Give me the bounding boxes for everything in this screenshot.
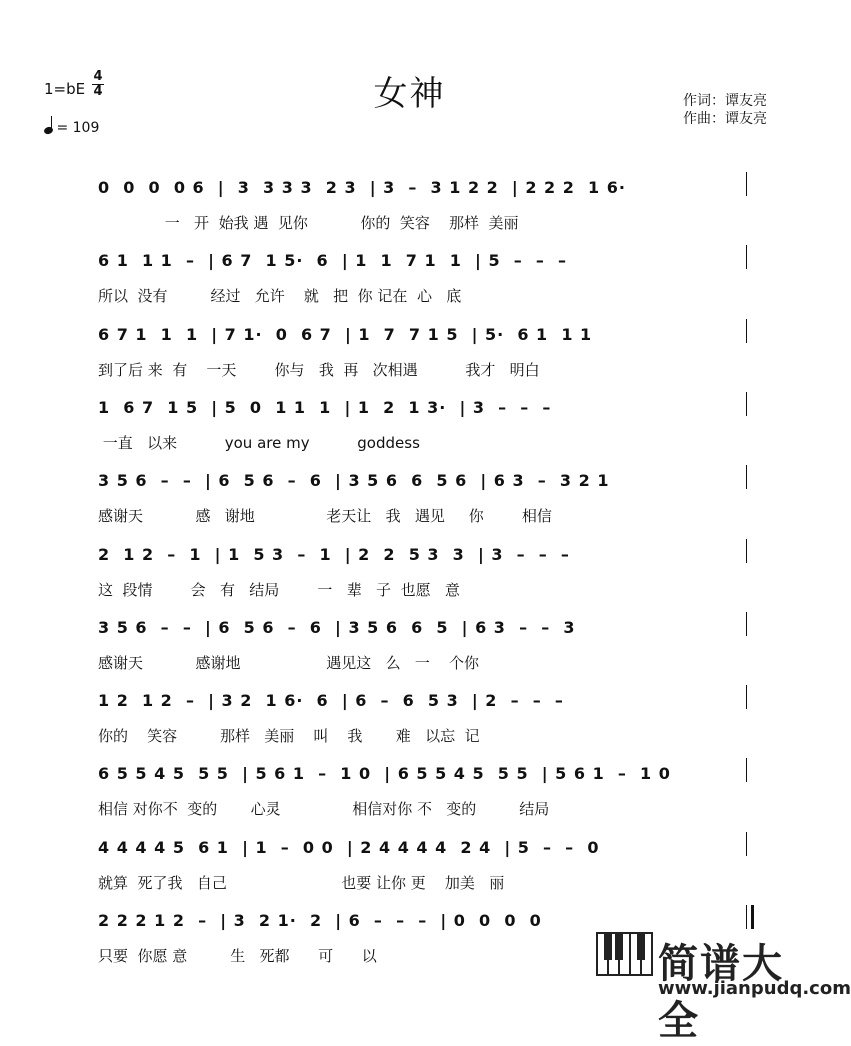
lyric-line: 只要 你愿 意 生 死都 可 以 — [98, 947, 377, 965]
watermark-name: 简谱大全 — [658, 941, 784, 1044]
notation-line: 1 2 1 2 – | 3 2 1 6· 6 | 6 – 6 5 3 | 2 – – – — [98, 691, 564, 710]
song-title: 女神 — [373, 74, 446, 114]
tempo-marking — [44, 116, 99, 136]
barline — [746, 172, 747, 196]
key-signature: 1=bE — [44, 80, 86, 98]
watermark-logo — [596, 932, 851, 1044]
lyric-line: 这 段情 会 有 结局 一 辈 子 也愿 意 — [98, 581, 460, 599]
notation-line: 2 1 2 – 1 | 1 5 3 – 1 | 2 2 5 3 3 | 3 – – – — [98, 545, 570, 564]
composer: 作曲：谭友亮 — [683, 111, 767, 127]
quarter-note-icon — [43, 126, 54, 136]
final-barline — [746, 905, 754, 929]
piano-black-key-icon — [604, 932, 612, 960]
barline — [746, 758, 747, 782]
lyric-line: 所以 没有 经过 允许 就 把 你 记在 心 底 — [98, 287, 462, 305]
lyric-line: 你的 笑容 那样 美丽 叫 我 难 以忘 记 — [98, 727, 480, 745]
notation-line: 3 5 6 – – | 6 5 6 – 6 | 3 5 6 6 5 | 6 3 – – 3 — [98, 618, 576, 637]
notation-line: 3 5 6 – – | 6 5 6 – 6 | 3 5 6 6 5 6 | 6 3 – 3 2 1 — [98, 471, 610, 490]
time-signature-top: 4 — [93, 69, 103, 84]
credits — [683, 92, 767, 128]
piano-black-key-icon — [615, 932, 623, 960]
notation-line: 6 1 1 1 – | 6 7 1 5· 6 | 1 1 7 1 1 | 5 – – – — [98, 251, 567, 270]
time-signature-bottom: 4 — [93, 84, 103, 99]
barline — [746, 832, 747, 856]
notation-line: 1 6 7 1 5 | 5 0 1 1 1 | 1 2 1 3· | 3 – – – — [98, 398, 552, 417]
notation-line: 4 4 4 4 5 6 1 | 1 – 0 0 | 2 4 4 4 4 2 4 | 5 – – 0 — [98, 838, 600, 857]
lyric-line: 一直 以来 you are my goddess — [98, 434, 420, 452]
barline — [746, 319, 747, 343]
barline — [746, 245, 747, 269]
notation-line: 0 0 0 0 6 | 3 3 3 3 2 3 | 3 – 3 1 2 2 | 2 2 2 1 6· — [98, 178, 626, 197]
watermark-url: www.jianpudq.com — [658, 978, 851, 999]
lyric-line: 一 开 始我 遇 见你 你的 笑容 那样 美丽 — [98, 214, 519, 232]
barline — [746, 539, 747, 563]
piano-black-key-icon — [637, 932, 645, 960]
barline — [746, 392, 747, 416]
tempo-value: = 109 — [56, 120, 100, 136]
notation-line: 6 7 1 1 1 | 7 1· 0 6 7 | 1 7 7 1 5 | 5· 6 1 1 1 — [98, 325, 593, 344]
lyricist: 作词：谭友亮 — [683, 93, 767, 109]
time-signature — [92, 70, 104, 99]
lyric-line: 到了后 来 有 一天 你与 我 再 次相遇 我才 明白 — [98, 361, 540, 379]
notation-line: 2 2 2 1 2 – | 3 2 1· 2 | 6 – – – | 0 0 0 0 — [98, 911, 542, 930]
lyric-line: 就算 死了我 自己 也要 让你 更 加美 丽 — [98, 874, 505, 892]
barline — [746, 685, 747, 709]
lyric-line: 相信 对你不 变的 心灵 相信对你 不 变的 结局 — [98, 800, 550, 818]
lyric-line: 感谢天 感谢地 遇见这 么 一 个你 — [98, 654, 479, 672]
barline — [746, 465, 747, 489]
barline — [746, 612, 747, 636]
notation-line: 6 5 5 4 5 5 5 | 5 6 1 – 1 0 | 6 5 5 4 5 5 5 | 5 6 1 – 1 0 — [98, 764, 671, 783]
lyric-line: 感谢天 感 谢地 老天让 我 遇见 你 相信 — [98, 507, 552, 525]
